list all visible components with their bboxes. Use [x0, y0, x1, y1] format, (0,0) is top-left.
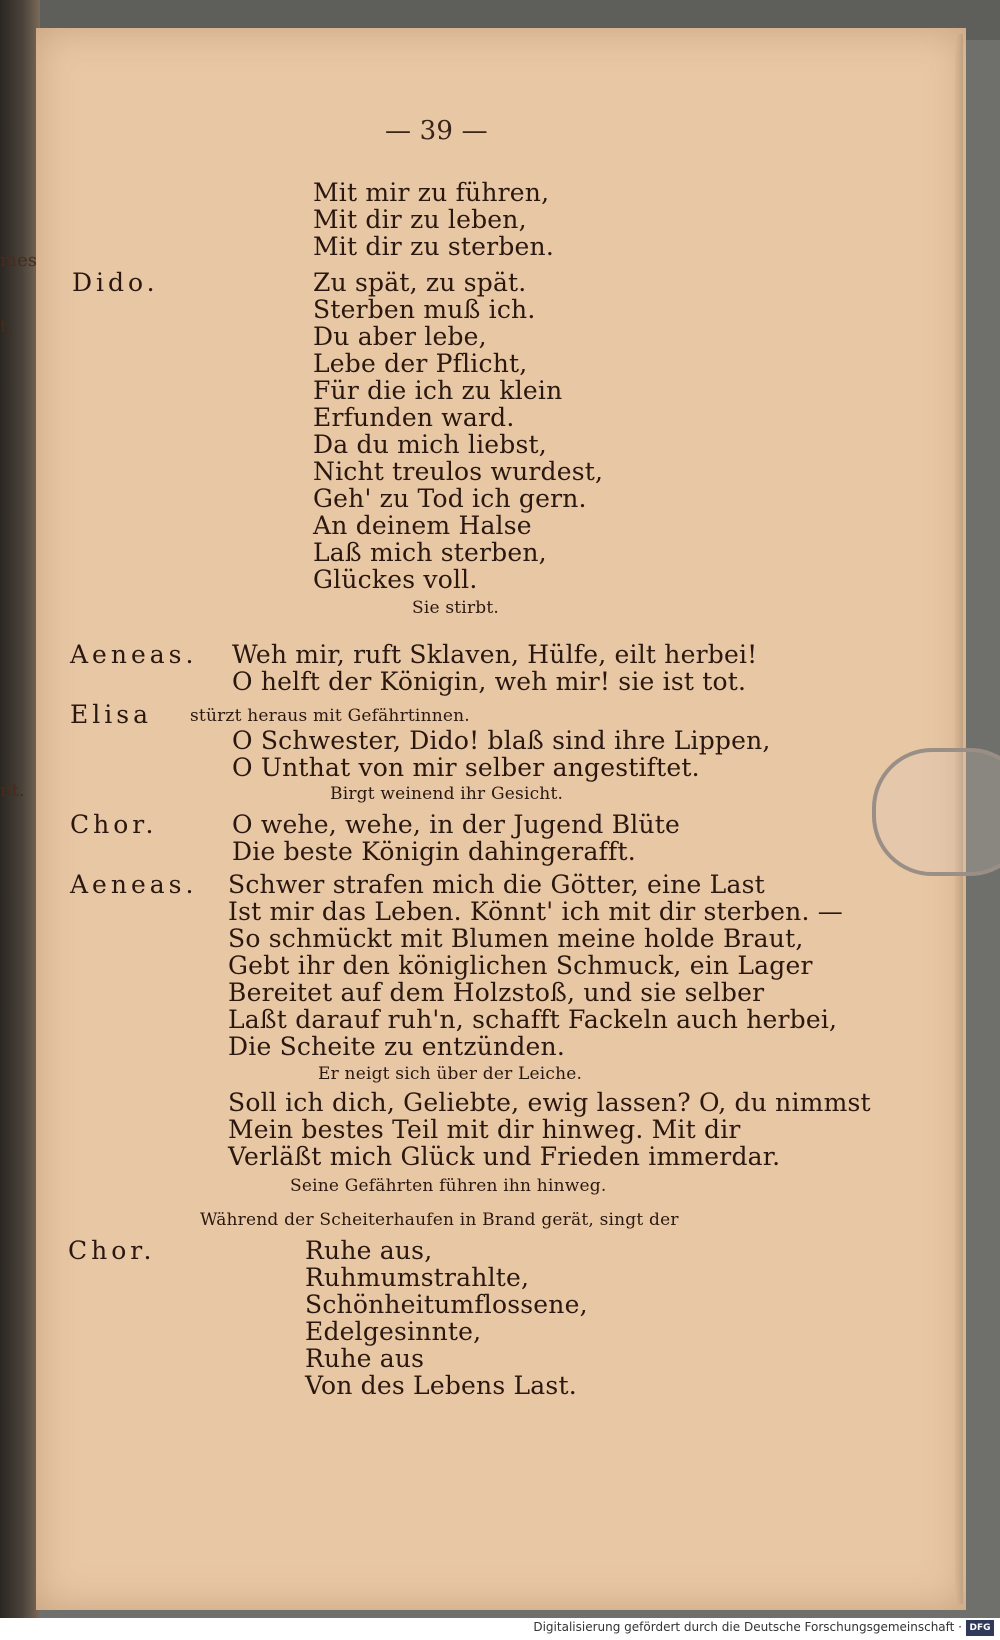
verse-line: Lebe der Pflicht, — [313, 349, 528, 378]
verse-line: Gebt ihr den königlichen Schmuck, ein Lager — [228, 951, 813, 980]
verse-line: Die Scheite zu entzünden. — [228, 1032, 565, 1061]
verse-line: Mit mir zu führen, — [313, 178, 550, 207]
verse-line: Für die ich zu klein — [313, 376, 563, 405]
verse-line: Mit dir zu sterben. — [313, 232, 554, 261]
verse-line: Ruhe aus — [305, 1344, 425, 1373]
dfg-logo: DFG — [966, 1620, 994, 1636]
speaker-chor: Chor. — [68, 1236, 156, 1265]
verse-line: Glückes voll. — [313, 565, 478, 594]
stage-direction: Birgt weinend ihr Gesicht. — [330, 784, 564, 804]
verse-line: Sterben muß ich. — [313, 295, 536, 324]
verse-line: O helft der Königin, weh mir! sie ist tot. — [232, 667, 747, 696]
speaker-aeneas: Aeneas. — [70, 640, 198, 669]
speaker-aeneas: Aeneas. — [70, 870, 198, 899]
stage-direction: Er neigt sich über der Leiche. — [318, 1064, 583, 1084]
speaker-elisa: Elisa — [70, 700, 152, 729]
stage-direction: Seine Gefährten führen ihn hinweg. — [290, 1176, 607, 1196]
stage-direction: Sie stirbt. — [412, 598, 499, 618]
verse-line: Schönheitumflossene, — [305, 1290, 588, 1319]
book-spine — [0, 0, 40, 1640]
verse-line: Schwer strafen mich die Götter, eine Last — [228, 870, 765, 899]
verse-line: Verläßt mich Glück und Frieden immerdar. — [228, 1142, 781, 1171]
verse-line: Mein bestes Teil mit dir hinweg. Mit dir — [228, 1115, 741, 1144]
verse-line: Du aber lebe, — [313, 322, 487, 351]
verse-line: Ruhe aus, — [305, 1236, 433, 1265]
verse-line: An deinem Halse — [313, 511, 532, 540]
stage-direction: stürzt heraus mit Gefährtinnen. — [190, 706, 470, 726]
stage-direction: Während der Scheiterhaufen in Brand gerät, singt der — [200, 1210, 679, 1230]
verse-line: Erfunden ward. — [313, 403, 515, 432]
verse-line: Geh' zu Tod ich gern. — [313, 484, 587, 513]
paper-clip — [872, 748, 1000, 876]
speaker-chor: Chor. — [70, 810, 158, 839]
verse-line: Weh mir, ruft Sklaven, Hülfe, eilt herbei! — [232, 640, 758, 669]
verse-line: Edelgesinnte, — [305, 1317, 482, 1346]
verse-line: Ruhmumstrahlte, — [305, 1263, 530, 1292]
verse-line: Mit dir zu leben, — [313, 205, 527, 234]
verse-line: Bereitet auf dem Holzstoß, und sie selber — [228, 978, 765, 1007]
verse-line: O wehe, wehe, in der Jugend Blüte — [232, 810, 681, 839]
page-number: — 39 — — [385, 116, 488, 146]
margin-fragment: nt. — [0, 780, 25, 801]
verse-line: Ist mir das Leben. Könnt' ich mit dir sterben. — — [228, 897, 843, 926]
verse-line: Da du mich liebst, — [313, 430, 547, 459]
margin-fragment: mes — [0, 250, 37, 271]
verse-line: Die beste Königin dahingerafft. — [232, 837, 636, 866]
verse-line: Von des Lebens Last. — [305, 1371, 577, 1400]
footer-credit: Digitalisierung gefördert durch die Deutsche Forschungsgemeinschaft · — [533, 1620, 962, 1634]
verse-line: Soll ich dich, Geliebte, ewig lassen? O, du nimmst — [228, 1088, 871, 1117]
verse-line: O Schwester, Dido! blaß sind ihre Lippen, — [232, 726, 771, 755]
margin-fragment: t, — [0, 316, 13, 337]
verse-line: O Unthat von mir selber angestiftet. — [232, 753, 700, 782]
verse-line: So schmückt mit Blumen meine holde Braut, — [228, 924, 804, 953]
speaker-dido: Dido. — [72, 268, 159, 297]
verse-line: Laß mich sterben, — [313, 538, 547, 567]
verse-line: Nicht treulos wurdest, — [313, 457, 604, 486]
verse-line: Laßt darauf ruh'n, schafft Fackeln auch herbei, — [228, 1005, 838, 1034]
verse-line: Zu spät, zu spät. — [313, 268, 527, 297]
